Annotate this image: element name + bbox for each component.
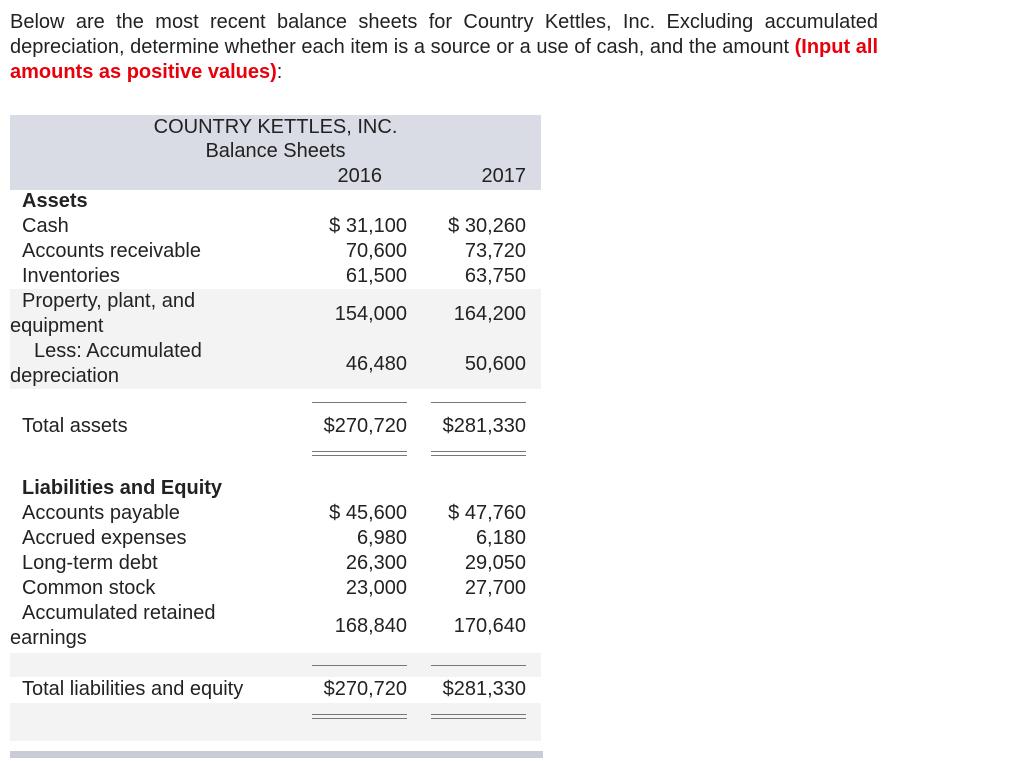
value-2017: 27,700: [464, 577, 526, 599]
value-2017: 164,200: [453, 303, 526, 325]
spacer-row: [10, 703, 541, 741]
value-2017: $281,330: [442, 678, 526, 700]
table-row: [10, 289, 541, 339]
row-label-line: depreciation: [10, 365, 119, 387]
value-2017: 73,720: [464, 240, 526, 262]
subtotal-rule: [312, 665, 407, 666]
table-row: [10, 339, 541, 389]
value-2017: 29,050: [464, 552, 526, 574]
row-label: Total liabilities and equity: [22, 678, 244, 700]
row-label-line: equipment: [10, 315, 104, 337]
value-2016: $270,720: [323, 415, 407, 437]
row-label-line: Accumulated retained: [22, 602, 216, 624]
value-2016: 46,480: [345, 353, 407, 375]
subtotal-rule: [312, 402, 407, 403]
subtotal-rule: [431, 665, 526, 666]
double-rule: [312, 718, 407, 719]
row-label: [10, 339, 202, 389]
row-label: Accrued expenses: [22, 527, 187, 549]
value-2017: 170,640: [453, 615, 526, 637]
double-rule: [431, 714, 526, 715]
liabilities-heading: Liabilities and Equity: [22, 477, 223, 499]
row-label-line: earnings: [10, 627, 87, 649]
value-2016: 61,500: [345, 265, 407, 287]
prompt-suffix: :: [276, 61, 283, 83]
value-2016: 6,980: [356, 527, 407, 549]
table-row: [10, 601, 541, 651]
value-2016: 70,600: [345, 240, 407, 262]
col-2017: 2017: [481, 165, 526, 187]
value-2017: $281,330: [442, 415, 526, 437]
double-rule: [431, 718, 526, 719]
row-label: [10, 601, 215, 651]
row-label-line: Less: Accumulated: [34, 340, 202, 362]
value-2017: 6,180: [475, 527, 526, 549]
row-label: Accounts payable: [22, 502, 180, 524]
col-2016: 2016: [337, 165, 382, 187]
double-rule: [431, 455, 526, 456]
row-label: Inventories: [22, 265, 120, 287]
row-label: Accounts receivable: [22, 240, 201, 262]
value-2017: $ 47,760: [448, 502, 526, 524]
row-label: [10, 289, 195, 339]
prompt-text: Below are the most recent balance sheets for Country Kettles, Inc. Excluding accumulated depreciation, determine whether each item is a source or a use of cash, and the amount: [10, 11, 878, 58]
assets-heading: Assets: [22, 190, 88, 212]
row-label-line: Property, plant, and: [22, 290, 196, 312]
row-label: Common stock: [22, 577, 156, 599]
double-rule: [431, 451, 526, 452]
prompt-emphasis: (Input all amounts as positive values): [10, 36, 878, 83]
value-2016: 154,000: [334, 303, 407, 325]
table-footer-bar: [10, 751, 543, 758]
value-2017: 50,600: [464, 353, 526, 375]
value-2017: 63,750: [464, 265, 526, 287]
double-rule: [312, 451, 407, 452]
double-rule: [312, 455, 407, 456]
balance-sheet-table: [10, 115, 541, 760]
value-2016: 23,000: [345, 577, 407, 599]
value-2016: $ 45,600: [329, 502, 407, 524]
question-prompt: [10, 10, 878, 85]
value-2017: $ 30,260: [448, 215, 526, 237]
row-label: Cash: [22, 215, 69, 237]
value-2016: 168,840: [334, 615, 407, 637]
double-rule: [312, 714, 407, 715]
row-label: Long-term debt: [22, 552, 158, 574]
value-2016: $ 31,100: [329, 215, 407, 237]
subtotal-rule: [431, 402, 526, 403]
company-name: COUNTRY KETTLES, INC.: [153, 116, 398, 138]
value-2016: 26,300: [345, 552, 407, 574]
sheet-title: Balance Sheets: [205, 140, 346, 162]
value-2016: $270,720: [323, 678, 407, 700]
row-label: Total assets: [22, 415, 128, 437]
